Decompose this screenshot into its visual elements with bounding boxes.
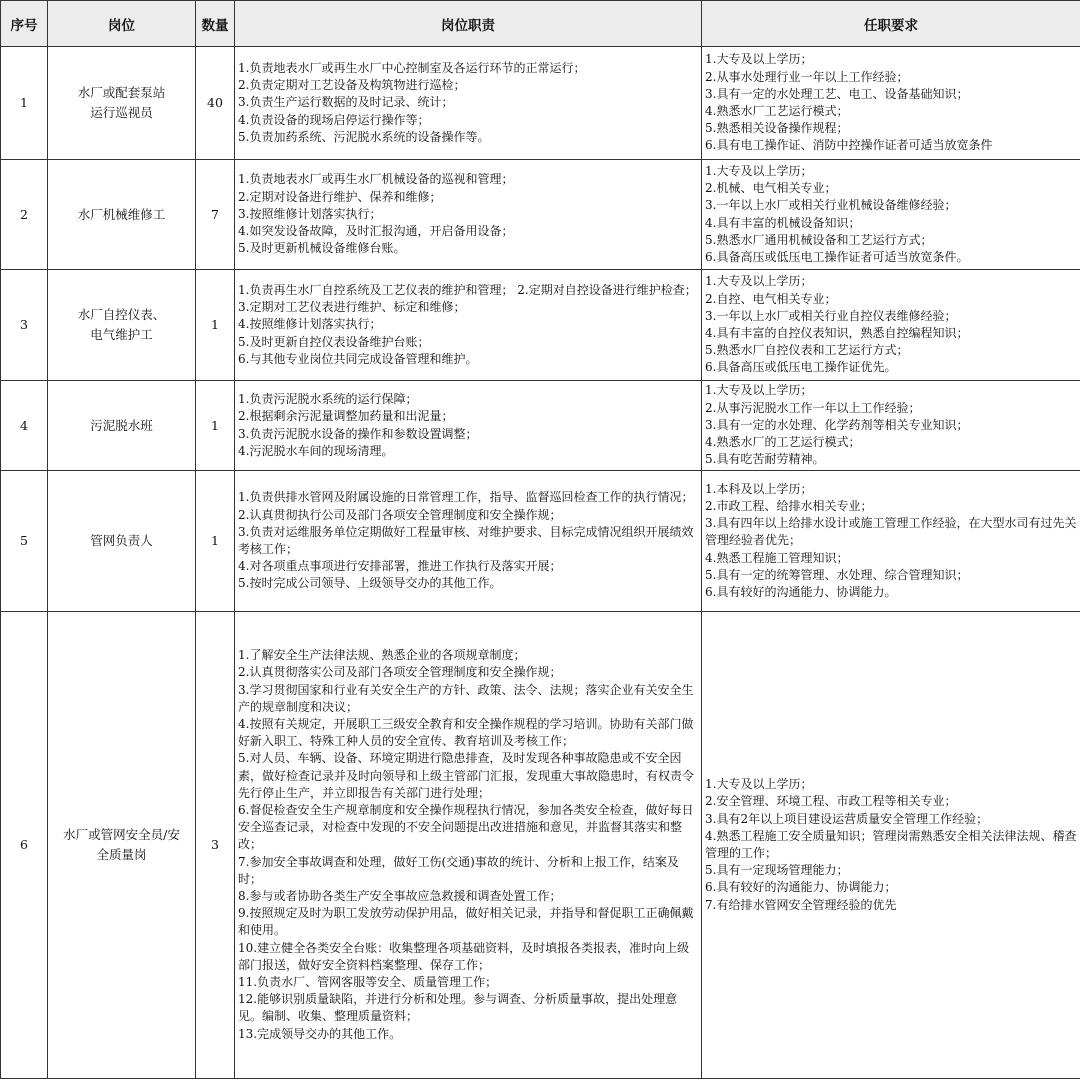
row-post bbox=[48, 612, 196, 1079]
post-line: 管网负责人 bbox=[90, 533, 153, 548]
duty-item: 12.能够识别质量缺陷，并进行分析和处理。参与调查、分析质量事故，提出处理意见。编制、收集、整理质量资料； bbox=[238, 992, 678, 1024]
requirement-item: 5.熟悉水厂自控仪表和工艺运行方式； bbox=[705, 343, 909, 358]
duty-item: 5.按时完成公司领导、上级领导交办的其他工作。 bbox=[238, 576, 502, 591]
post-line: 水厂自控仪表、 bbox=[77, 307, 166, 322]
duty-item: 5.及时更新自控仪表设备维护台账； bbox=[238, 334, 430, 349]
row-requirements bbox=[702, 471, 1080, 612]
duty-item: 3.负责对运维服务单位定期做好工程量审核、对维护要求、目标完成情况组织开展绩效考核工作； bbox=[238, 524, 694, 556]
row-duties bbox=[235, 47, 702, 160]
duty-item: 4.如突发设备故障，及时汇报沟通，开启备用设备； bbox=[238, 224, 514, 239]
row-count: 1 bbox=[196, 381, 235, 471]
header-no: 序号 bbox=[1, 1, 48, 47]
post-line: 电气维护工 bbox=[90, 327, 153, 342]
duty-item: 3.负责污泥脱水设备的操作和参数设置调整； bbox=[238, 426, 478, 441]
row-no: 5 bbox=[1, 471, 48, 612]
requirement-item: 2.自控、电气相关专业； bbox=[705, 291, 837, 306]
duty-item: 2.认真贯彻执行公司及部门各项安全管理制度和安全操作规； bbox=[238, 507, 562, 522]
requirement-item: 4.具有丰富的机械设备知识； bbox=[705, 215, 861, 230]
duty-item: 3.学习贯彻国家和行业有关安全生产的方针、政策、法令、法规；落实企业有关安全生产的规章制度和决议； bbox=[238, 682, 694, 714]
row-no: 2 bbox=[1, 160, 48, 270]
duty-item: 4.按照维修计划落实执行； bbox=[238, 317, 382, 332]
requirement-item: 3.一年以上水厂或相关行业机械设备维修经验； bbox=[705, 198, 957, 213]
duty-item: 6.督促检查安全生产规章制度和安全操作规程执行情况，参加各类安全检查，做好每日安全巡查记录，对检查中发现的不安全问题提出改进措施和意见，并监督其落实和整改； bbox=[238, 802, 694, 852]
requirement-item: 5.具有吃苦耐劳精神。 bbox=[705, 452, 825, 467]
row-requirements bbox=[702, 270, 1080, 381]
requirement-item: 4.熟悉工程施工管理知识； bbox=[705, 550, 849, 565]
duty-item: 5.及时更新机械设备维修台账。 bbox=[238, 241, 406, 256]
post-line: 全质量岗 bbox=[96, 847, 147, 862]
row-duties bbox=[235, 612, 702, 1079]
row-count: 3 bbox=[196, 612, 235, 1079]
requirement-item: 5.具有一定现场管理能力； bbox=[705, 863, 849, 878]
duty-item: 8.参与或者协助各类生产安全事故应急救援和调查处置工作； bbox=[238, 889, 562, 903]
requirement-item: 6.具备高压或低压电工操作证者可适当放宽条件。 bbox=[705, 249, 969, 264]
row-count: 1 bbox=[196, 471, 235, 612]
row-count: 40 bbox=[196, 47, 235, 160]
duty-item: 3.定期对工艺仪表进行维护、标定和维修； bbox=[238, 300, 466, 315]
row-requirements bbox=[702, 47, 1080, 160]
requirement-item: 2.机械、电气相关专业； bbox=[705, 181, 837, 196]
duty-item: 1.负责污泥脱水系统的运行保障； bbox=[238, 392, 418, 407]
requirement-item: 6.具有较好的沟通能力、协调能力。 bbox=[705, 585, 897, 599]
duty-item: 13.完成领导交办的其他工作。 bbox=[238, 1026, 402, 1041]
table-row bbox=[1, 47, 1080, 160]
header-duties: 岗位职责 bbox=[235, 1, 702, 47]
row-count: 1 bbox=[196, 270, 235, 381]
table-row bbox=[1, 160, 1080, 270]
row-duties bbox=[235, 471, 702, 612]
row-duties bbox=[235, 270, 702, 381]
row-duties bbox=[235, 381, 702, 471]
duty-item: 9.按照规定及时为职工发放劳动保护用品，做好相关记录，并指导和督促职工正确佩戴和使用。 bbox=[238, 906, 694, 938]
requirement-item: 1.大专及以上学历； bbox=[705, 163, 813, 178]
row-post bbox=[48, 160, 196, 270]
row-no: 4 bbox=[1, 381, 48, 471]
row-duties bbox=[235, 160, 702, 270]
duty-item: 4.对各项重点事项进行安排部署，推进工作执行及落实开展； bbox=[238, 559, 562, 574]
requirement-item: 2.市政工程、给排水相关专业； bbox=[705, 498, 873, 513]
header-count: 数量 bbox=[196, 1, 235, 47]
post-line: 水厂机械维修工 bbox=[77, 206, 166, 222]
requirement-item: 1.本科及以上学历； bbox=[705, 481, 813, 496]
requirement-item: 3.具有2年以上项目建设运营质量安全管理工作经验； bbox=[705, 811, 989, 826]
requirement-item: 5.熟悉相关设备操作规程； bbox=[705, 121, 849, 136]
row-requirements bbox=[702, 612, 1080, 1079]
duty-item: 3.负责生产运行数据的及时记录、统计； bbox=[238, 95, 454, 110]
requirement-item: 1.大专及以上学历； bbox=[705, 383, 813, 398]
requirement-item: 4.熟悉水厂的工艺运行模式； bbox=[705, 435, 861, 450]
requirement-item: 3.一年以上水厂或相关行业自控仪表维修经验； bbox=[705, 308, 957, 323]
duty-item: 7.参加安全事故调查和处理，做好工伤(交通)事故的统计、分析和上报工作，结案及时； bbox=[238, 854, 679, 886]
duty-item: 3.按照维修计划落实执行； bbox=[238, 206, 382, 221]
row-post bbox=[48, 381, 196, 471]
requirement-item: 3.具有一定的水处理工艺、电工、设备基础知识； bbox=[705, 86, 969, 101]
duty-item: 6.与其他专业岗位共同完成设备管理和维护。 bbox=[238, 351, 478, 366]
post-line: 水厂或配套泵站 bbox=[77, 85, 166, 100]
row-no: 6 bbox=[1, 612, 48, 1079]
row-post bbox=[48, 471, 196, 612]
requirement-item: 5.熟悉水厂通用机械设备和工艺运行方式； bbox=[705, 232, 933, 247]
duty-item: 1.了解安全生产法律法规、熟悉企业的各项规章制度； bbox=[238, 648, 526, 663]
requirement-item: 1.大专及以上学历； bbox=[705, 777, 813, 792]
header-post: 岗位 bbox=[48, 1, 196, 47]
requirement-item: 1.大专及以上学历； bbox=[705, 274, 813, 289]
requirement-item: 4.熟悉工程施工安全质量知识；管理岗需熟悉安全相关法律法规、稽查管理的工作； bbox=[705, 828, 1077, 860]
duty-item: 2.根据剩余污泥量调整加药量和出泥量； bbox=[238, 409, 454, 424]
row-post bbox=[48, 47, 196, 160]
duty-item: 2.定期对设备进行维护、保养和维修； bbox=[238, 189, 442, 204]
duty-item: 1.负责地表水厂或再生水厂中心控制室及各运行环节的正常运行； bbox=[238, 60, 586, 75]
row-no: 1 bbox=[1, 47, 48, 160]
header-row bbox=[1, 1, 1080, 47]
duty-item: 1.负责地表水厂或再生水厂机械设备的巡视和管理； bbox=[238, 172, 514, 187]
duty-item: 5.负责加药系统、污泥脱水系统的设备操作等。 bbox=[238, 129, 490, 144]
duty-item: 4.按照有关规定，开展职工三级安全教育和安全操作规程的学习培训。协助有关部门做好新入职工、特殊工种人员的安全宣传、教育培训及考核工作； bbox=[238, 716, 694, 749]
requirement-item: 2.安全管理、环境工程、市政工程等相关专业； bbox=[705, 794, 957, 809]
requirement-item: 3.具有四年以上给排水设计或施工管理工作经验，在大型水司有过先关管理经验者优先； bbox=[705, 516, 1077, 548]
duty-item: 2.负责定期对工艺设备及构筑物进行巡检； bbox=[238, 78, 466, 93]
requirement-item: 6.具有较好的沟通能力、协调能力； bbox=[705, 880, 897, 895]
duty-item: 5.对人员、车辆、设备、环境定期进行隐患排查，及时发现各种事故隐患或不安全因素，做好检查记录并及时向领导和上级主管部门汇报，发现重大事故隐患时，有权责令先行停止生产，并立即报告有关部门进行处理； bbox=[238, 751, 695, 800]
requirement-item: 1.大专及以上学历； bbox=[705, 52, 813, 67]
duty-item: 11.负责水厂、管网客服等安全、质量管理工作； bbox=[238, 975, 498, 990]
requirement-item: 6.具备高压或低压电工操作证优先。 bbox=[705, 360, 897, 375]
row-post bbox=[48, 270, 196, 381]
table-row bbox=[1, 612, 1080, 1079]
post-line: 水厂或管网安全员/安 bbox=[63, 827, 180, 842]
post-line: 运行巡视员 bbox=[90, 105, 153, 120]
header-requirements: 任职要求 bbox=[702, 1, 1080, 47]
duty-item: 2.认真贯彻落实公司及部门各项安全管理制度和安全操作规； bbox=[238, 665, 562, 680]
row-count: 7 bbox=[196, 160, 235, 270]
requirement-item: 7.有给排水管网安全管理经验的优先 bbox=[705, 897, 897, 912]
row-no: 3 bbox=[1, 270, 48, 381]
row-requirements bbox=[702, 160, 1080, 270]
table-row bbox=[1, 270, 1080, 381]
requirement-item: 5.具有一定的统筹管理、水处理、综合管理知识； bbox=[705, 567, 969, 582]
requirement-item: 3.具有一定的水处理、化学药剂等相关专业知识； bbox=[705, 417, 969, 432]
requirement-item: 4.具有丰富的自控仪表知识，熟悉自控编程知识； bbox=[705, 326, 969, 340]
duty-item: 1.负责再生水厂自控系统及工艺仪表的维护和管理； 2.定期对自控设备进行维护检查； bbox=[238, 282, 697, 297]
duty-item: 4.负责设备的现场启停运行操作等； bbox=[238, 112, 430, 127]
duty-item: 10.建立健全各类安全台账：收集整理各项基础资料，及时填报各类报表，准时向上级部门报送，做好安全资料档案整理、保存工作； bbox=[238, 940, 690, 972]
requirement-item: 2.从事水处理行业一年以上工作经验； bbox=[705, 69, 909, 84]
requirement-item: 2.从事污泥脱水工作一年以上工作经验； bbox=[705, 400, 921, 415]
row-requirements bbox=[702, 381, 1080, 471]
duty-item: 4.污泥脱水车间的现场清理。 bbox=[238, 443, 394, 458]
requirement-item: 4.熟悉水厂工艺运行模式； bbox=[705, 104, 849, 118]
requirement-item: 6.具有电工操作证、消防中控操作证者可适当放宽条件 bbox=[705, 138, 993, 153]
table-row bbox=[1, 471, 1080, 612]
post-line: 污泥脱水班 bbox=[90, 417, 153, 433]
table-row bbox=[1, 381, 1080, 471]
duty-item: 1.负责供排水管网及附属设施的日常管理工作，指导、监督巡回检查工作的执行情况； bbox=[238, 490, 694, 505]
